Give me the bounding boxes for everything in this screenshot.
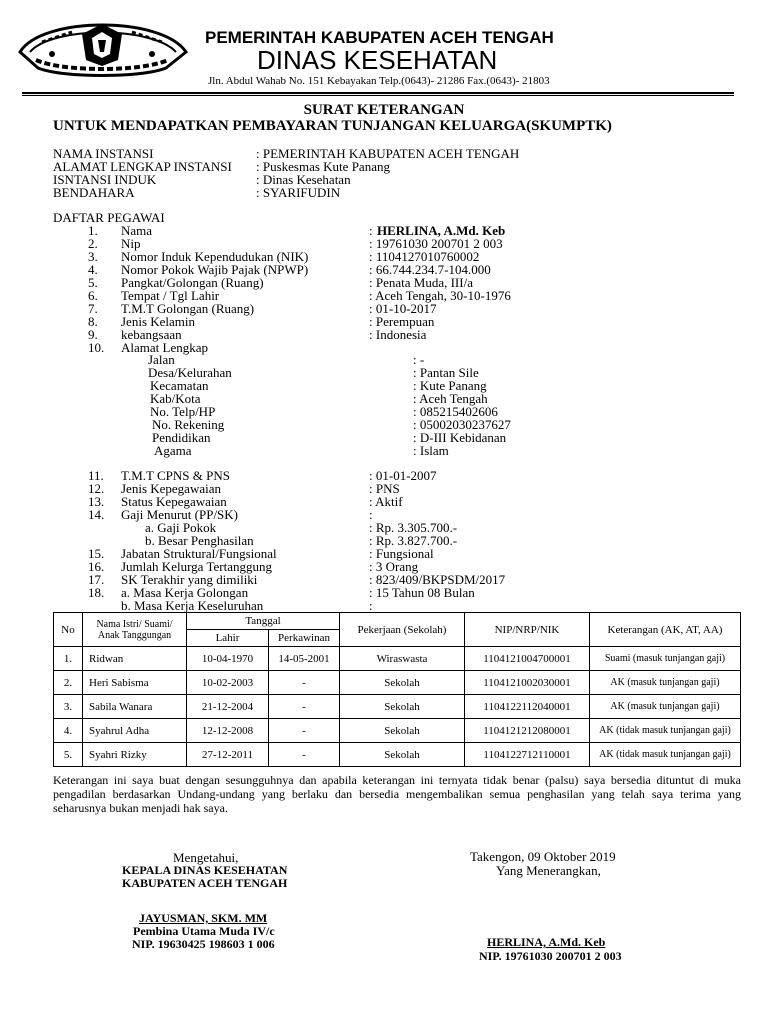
field-label: Nama [121, 223, 153, 238]
header-rule-thin [22, 95, 734, 96]
cell-keterangan: AK (tidak masuk tunjangan gaji) [590, 719, 741, 743]
field-value: : Penata Muda, III/a [369, 275, 473, 290]
cell-nama: Sabila Wanara [83, 695, 187, 719]
field-value: : [369, 223, 373, 238]
cell-nik: 1104122112040001 [465, 695, 590, 719]
field-number: 13. [88, 494, 105, 509]
field-label: Pangkat/Golongan (Ruang) [121, 275, 264, 290]
cell-pekerjaan: Sekolah [340, 695, 465, 719]
header-line1: PEMERINTAH KABUPATEN ACEH TENGAH [205, 28, 554, 47]
sign-right-date: Takengon, 09 Oktober 2019 [470, 849, 616, 864]
alamat-label: Agama [154, 443, 192, 458]
alamat-label: No. Telp/HP [150, 404, 216, 419]
sign-left-pangkat: Pembina Utama Muda IV/c [133, 924, 275, 938]
field-label: a. Gaji Pokok [145, 520, 217, 535]
alamat-label: Kecamatan [150, 378, 209, 393]
cell-perkawinan: - [269, 695, 340, 719]
cell-keterangan: AK (masuk tunjangan gaji) [590, 671, 741, 695]
cell-nama: Ridwan [83, 647, 187, 671]
field-number: 18. [88, 585, 105, 600]
cell-perkawinan: 14-05-2001 [269, 647, 340, 671]
cell-pekerjaan: Sekolah [340, 671, 465, 695]
cell-pekerjaan: Sekolah [340, 719, 465, 743]
alamat-value: : - [413, 352, 425, 367]
family-table [53, 612, 741, 767]
field-label: Nip [121, 236, 141, 251]
field-label: Gaji Menurut (PP/SK) [121, 507, 238, 522]
cell-pekerjaan: Wiraswasta [340, 647, 465, 671]
alamat-label: Desa/Kelurahan [148, 365, 232, 380]
cell-keterangan: AK (tidak masuk tunjangan gaji) [590, 743, 741, 767]
sign-right-nama: HERLINA, A.Md. Keb [487, 935, 606, 949]
sign-left-nip: NIP. 19630425 198603 1 006 [132, 937, 275, 951]
aceh-tengah-emblem-icon [12, 12, 192, 84]
field-label: Jumlah Kelurga Tertanggung [121, 559, 272, 574]
cell-lahir: 12-12-2008 [187, 719, 269, 743]
table-row [54, 719, 741, 743]
field-value: : 3 Orang [369, 559, 419, 574]
alamat-label: No. Rekening [152, 417, 225, 432]
alamat-value: : 085215402606 [413, 404, 498, 419]
cell-lahir: 21-12-2004 [187, 695, 269, 719]
instansi-value: : SYARIFUDIN [256, 185, 341, 200]
th-perkawinan: Perkawinan [269, 630, 340, 647]
field-value: : Fungsional [369, 546, 434, 561]
field-value: : Indonesia [369, 327, 427, 342]
field-number: 1. [88, 223, 98, 238]
th-keterangan: Keterangan (AK, AT, AA) [590, 613, 741, 647]
field-value: : Perempuan [369, 314, 435, 329]
instansi-label: ALAMAT LENGKAP INSTANSI [53, 159, 232, 174]
cell-nik: 1104121212080001 [465, 719, 590, 743]
alamat-value: : Pantan Sile [413, 365, 479, 380]
th-tanggal: Tanggal [187, 613, 340, 630]
cell-no: 1. [54, 647, 83, 671]
th-no: No [54, 613, 83, 647]
field-number: 5. [88, 275, 98, 290]
cell-no: 5. [54, 743, 83, 767]
cell-perkawinan: - [269, 743, 340, 767]
cell-perkawinan: - [269, 719, 340, 743]
alamat-value: : D-III Kebidanan [413, 430, 507, 445]
cell-perkawinan: - [269, 671, 340, 695]
field-number: 2. [88, 236, 98, 251]
daftar-pegawai-label: DAFTAR PEGAWAI [53, 210, 165, 225]
sign-right-nip: NIP. 19761030 200701 2 003 [479, 949, 622, 963]
table-row [54, 647, 741, 671]
cell-keterangan: Suami (masuk tunjangan gaji) [590, 647, 741, 671]
th-nip: NIP/NRP/NIK [465, 613, 590, 647]
alamat-value: : Kute Panang [413, 378, 487, 393]
field-label: Nomor Pokok Wajib Pajak (NPWP) [121, 262, 309, 277]
th-nama: Nama Istri/ Suami/ Anak Tanggungan [83, 613, 187, 647]
field-value: : PNS [369, 481, 400, 496]
instansi-label: ISNTANSI INDUK [53, 172, 157, 187]
statement-text: Keterangan ini saya buat dengan sesungguhnya dan apabila keterangan ini ternyata tidak benar (palsu) saya bersedia dituntut di muka pengadilan berdasarkan Undang-undang yang berlaku dan bersedia mengembalikan semua penghasilan yang telah saya terima yang seharusnya bukan menjadi hak saya. [53, 773, 741, 815]
field-label: T.M.T CPNS & PNS [121, 468, 230, 483]
field-number: 6. [88, 288, 98, 303]
field-label: SK Terakhir yang dimiliki [121, 572, 258, 587]
header-rule [22, 92, 734, 94]
instansi-label: NAMA INSTANSI [53, 146, 154, 161]
field-number: 16. [88, 559, 105, 574]
field-label: Jenis Kepegawaian [121, 481, 221, 496]
cell-lahir: 27-12-2011 [187, 743, 269, 767]
field-number: 15. [88, 546, 105, 561]
field-label: Status Kepegawaian [121, 494, 227, 509]
field-value: : 01-01-2007 [369, 468, 437, 483]
field-number: 9. [88, 327, 98, 342]
field-value: : [369, 598, 373, 613]
cell-nik: 1104121002030001 [465, 671, 590, 695]
field-number: 17. [88, 572, 105, 587]
field-number: 4. [88, 262, 98, 277]
field-label: a. Masa Kerja Golongan [121, 585, 249, 600]
cell-no: 3. [54, 695, 83, 719]
field-value: : 19761030 200701 2 003 [369, 236, 503, 251]
field-value: : Aceh Tengah, 30-10-1976 [369, 288, 511, 303]
field-value: : 15 Tahun 08 Bulan [369, 585, 475, 600]
field-value-name: HERLINA, A.Md. Keb [377, 223, 506, 238]
field-label: kebangsaan [121, 327, 182, 342]
instansi-value: : PEMERINTAH KABUPATEN ACEH TENGAH [256, 146, 520, 161]
field-label: Jabatan Struktural/Fungsional [121, 546, 277, 561]
alamat-value: : Aceh Tengah [413, 391, 488, 406]
cell-pekerjaan: Sekolah [340, 743, 465, 767]
field-value: : Rp. 3.827.700.- [369, 533, 458, 548]
alamat-label: Jalan [148, 352, 175, 367]
field-value: : 1104127010760002 [369, 249, 480, 264]
header-address: Jln. Abdul Wahab No. 151 Kebayakan Telp.(0643)- 21286 Fax.(0643)- 21803 [208, 75, 550, 87]
th-lahir: Lahir [187, 630, 269, 647]
cell-nama: Syahri Rizky [83, 743, 187, 767]
instansi-value: : Puskesmas Kute Panang [256, 159, 390, 174]
cell-nik: 1104121004700001 [465, 647, 590, 671]
alamat-label: Pendidikan [152, 430, 211, 445]
cell-lahir: 10-04-1970 [187, 647, 269, 671]
cell-no: 4. [54, 719, 83, 743]
field-label: Tempat / Tgl Lahir [121, 288, 220, 303]
field-label: Jenis Kelamin [121, 314, 196, 329]
field-value: : 01-10-2017 [369, 301, 437, 316]
field-label: b. Besar Penghasilan [145, 533, 254, 548]
sign-right-menerangkan: Yang Menerangkan, [496, 863, 601, 878]
cell-no: 2. [54, 671, 83, 695]
field-number: 10. [88, 340, 105, 355]
field-value: : [369, 507, 373, 522]
sign-left-nama: JAYUSMAN, SKM. MM [139, 911, 268, 925]
field-number: 14. [88, 507, 105, 522]
sign-left-mengetahui: Mengetahui, [173, 850, 239, 865]
cell-nama: Syahrul Adha [83, 719, 187, 743]
header-line2: DINAS KESEHATAN [257, 45, 498, 75]
field-label: Nomor Induk Kependudukan (NIK) [121, 249, 309, 264]
field-number: 3. [88, 249, 98, 264]
field-number: 8. [88, 314, 98, 329]
instansi-value: : Dinas Kesehatan [256, 172, 351, 187]
field-value: : Rp. 3.305.700.- [369, 520, 458, 535]
alamat-value: : Islam [413, 443, 449, 458]
alamat-label: Kab/Kota [150, 391, 201, 406]
field-value: : 66.744.234.7-104.000 [369, 262, 491, 277]
sign-left-jabatan2: KABUPATEN ACEH TENGAH [122, 876, 288, 890]
field-label: b. Masa Kerja Keseluruhan [121, 598, 264, 613]
field-value: : 823/409/BKPSDM/2017 [369, 572, 506, 587]
sign-left-jabatan1: KEPALA DINAS KESEHATAN [122, 863, 288, 877]
th-pekerjaan: Pekerjaan (Sekolah) [340, 613, 465, 647]
table-row [54, 743, 741, 767]
table-row [54, 695, 741, 719]
alamat-value: : 05002030237627 [413, 417, 511, 432]
field-label: Alamat Lengkap [121, 340, 208, 355]
cell-keterangan: AK (masuk tunjangan gaji) [590, 695, 741, 719]
cell-nik: 1104122712110001 [465, 743, 590, 767]
field-number: 11. [88, 468, 104, 483]
instansi-label: BENDAHARA [53, 185, 135, 200]
field-number: 7. [88, 301, 98, 316]
field-number: 12. [88, 481, 105, 496]
cell-nama: Heri Sabisma [83, 671, 187, 695]
table-row [54, 671, 741, 695]
field-label: T.M.T Golongan (Ruang) [121, 301, 255, 316]
cell-lahir: 10-02-2003 [187, 671, 269, 695]
title-line2: UNTUK MENDAPATKAN PEMBAYARAN TUNJANGAN KELUARGA(SKUMPTK) [53, 118, 612, 134]
field-value: : Aktif [369, 494, 403, 509]
title-line1: SURAT KETERANGAN [303, 102, 465, 118]
